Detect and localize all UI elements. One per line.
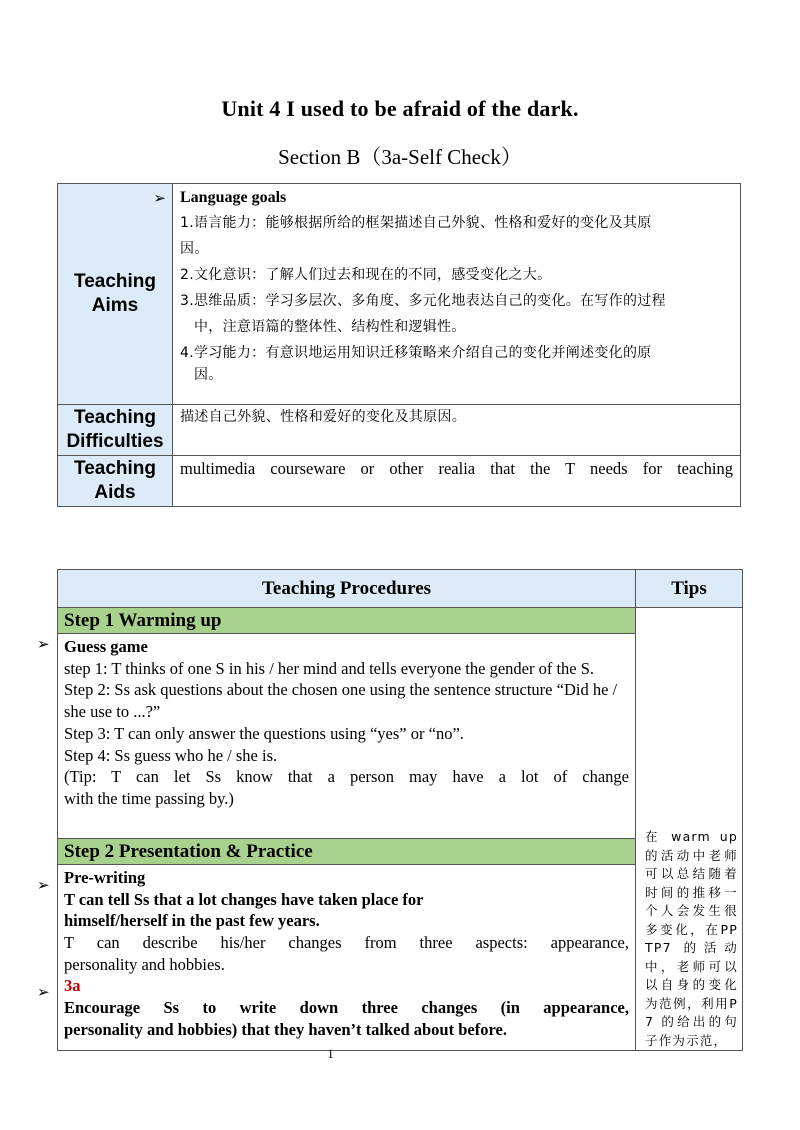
step2-bold-line: T can tell Ss that a lot changes have taken place for: [64, 889, 424, 909]
aim-line: 中，注意语篇的整体性、结构性和逻辑性。: [194, 319, 466, 335]
arrow-bullet-icon: ➢: [37, 635, 50, 653]
aids-label-1: Teaching: [74, 458, 156, 479]
procedures-header: Teaching Procedures: [58, 570, 636, 608]
step2-bold-line: personality and hobbies) that they haven’t talked about before.: [64, 1019, 507, 1039]
page-number: 1: [327, 1046, 334, 1061]
aims-content: [173, 184, 741, 405]
aids-content: [173, 456, 741, 507]
difficulties-label-cell: [58, 405, 173, 456]
aim-line: 2.文化意识：了解人们过去和现在的不同，感受变化之大。: [180, 267, 552, 283]
step1-body: [58, 634, 635, 810]
aim-line: 3.思维品质：学习多层次、多角度、多元化地表达自己的变化。在写作的过程: [180, 293, 666, 309]
step2-body: [58, 865, 635, 1041]
tips-header: Tips: [636, 570, 743, 608]
pre-writing-heading: Pre-writing: [64, 867, 146, 887]
difficulties-label-1: Teaching: [74, 407, 156, 428]
aims-label-cell: [58, 184, 173, 405]
arrow-bullet-icon: ➢: [37, 876, 50, 894]
tips-text: 在 warm up 的活动中老师可以总结随着时间的推移一个人会发生很多变化，在PPTP7 的活动中，老师可以以自身的变化为范例，利用P7 的给出的句子作为示范，: [645, 829, 738, 1048]
aids-text: multimedia courseware or other realia that the T needs for teaching: [180, 459, 733, 478]
aids-label-cell: [58, 456, 173, 507]
aim-line: 4.学习能力：有意识地运用知识迁移策略来介绍自己的变化并阐述变化的原: [180, 345, 652, 361]
step2-line: T can describe his/her changes from three aspects: appearance,: [64, 933, 629, 952]
step2-line: personality and hobbies.: [64, 954, 225, 974]
aids-label-2: Aids: [94, 482, 136, 503]
teaching-procedures-table: [57, 569, 743, 1051]
step1-cell: [58, 608, 636, 839]
step2-bold-line: Encourage Ss to write down three changes (in appearance,: [64, 998, 629, 1018]
step1-tip-line: (Tip: T can let Ss know that a person may have a lot of change: [64, 767, 629, 787]
difficulties-text: 描述自己外貌、性格和爱好的变化及其原因。: [180, 409, 466, 425]
arrow-bullet-icon: ➢: [153, 189, 166, 207]
page-subtitle: Section B（3a-Self Check）: [278, 145, 522, 169]
aim-line: 因。: [180, 241, 209, 257]
step1-tip-line: with the time passing by.): [64, 788, 234, 808]
step2-heading: Step 2 Presentation & Practice: [58, 839, 635, 865]
step1-line: Step 2: Ss ask questions about the chosen one using the sentence structure “Did he / she use to ...?”: [64, 680, 618, 722]
teaching-aims-table: [57, 183, 741, 507]
step1-heading: Step 1 Warming up: [58, 608, 635, 634]
step2-bold-line: himself/herself in the past few years.: [64, 911, 320, 931]
aim-line: 1.语言能力：能够根据所给的框架描述自己外貌、性格和爱好的变化及其原: [180, 215, 652, 231]
section-3a-label: 3a: [64, 976, 81, 996]
arrow-bullet-icon: ➢: [37, 983, 50, 1001]
guess-game-heading: Guess game: [64, 637, 148, 656]
step2-cell: [58, 838, 636, 1050]
difficulties-content: [173, 405, 741, 456]
page-title: Unit 4 I used to be afraid of the dark.: [221, 96, 579, 121]
language-goals-heading: Language goals: [180, 189, 287, 206]
aims-label: Teaching Aims: [74, 271, 156, 316]
tips-cell: [636, 608, 743, 1051]
step1-line: step 1: T thinks of one S in his / her mind and tells everyone the gender of the S.: [64, 658, 595, 678]
aim-line: 因。: [194, 367, 223, 383]
difficulties-label-2: Difficulties: [66, 431, 164, 452]
step1-line: Step 3: T can only answer the questions using “yes” or “no”.: [64, 723, 464, 743]
step1-line: Step 4: Ss guess who he / she is.: [64, 745, 278, 765]
